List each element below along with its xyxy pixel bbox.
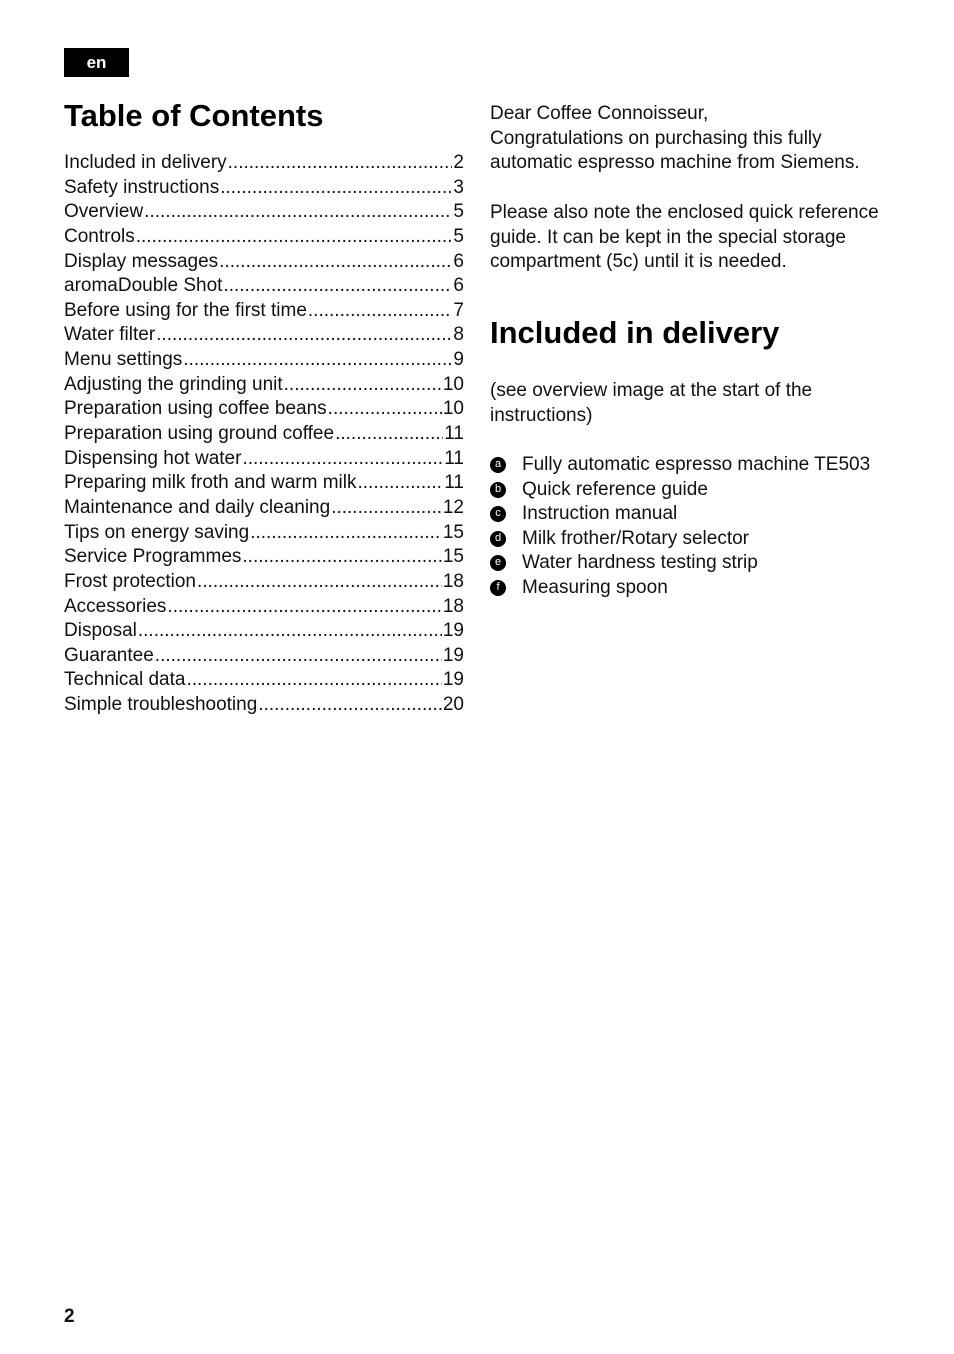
item-letter-badge: a <box>490 457 506 473</box>
toc-dot-leader <box>155 644 442 669</box>
main-content <box>490 102 900 601</box>
toc-entry-page: 19 <box>442 620 464 642</box>
delivery-item <box>490 478 900 503</box>
toc-entry <box>64 521 464 546</box>
toc-entry-label: Safety instructions <box>64 176 220 198</box>
toc-entry-label: Display messages <box>64 250 219 272</box>
toc-entry <box>64 299 464 324</box>
toc-entry <box>64 496 464 521</box>
toc-entry-label: aromaDouble Shot <box>64 275 223 297</box>
toc-entry-page: 18 <box>442 570 464 592</box>
toc-dot-leader <box>136 225 453 250</box>
page-number: 2 <box>64 1306 75 1327</box>
intro-paragraph <box>490 102 900 176</box>
toc-dot-leader <box>284 373 442 398</box>
reference-note: Please also note the enclosed quick reference guide. It can be kept in the special storage compartment (5c) until it is needed. <box>490 201 879 273</box>
toc-entry-page: 10 <box>442 373 464 395</box>
toc-dot-leader <box>250 521 442 546</box>
toc-entry <box>64 225 464 250</box>
toc-dot-leader <box>144 200 452 225</box>
toc-entry <box>64 250 464 275</box>
toc-entry-page: 12 <box>442 496 464 518</box>
toc-entry <box>64 151 464 176</box>
greeting-text: Dear Coffee Connoisseur, <box>490 103 709 124</box>
toc-dot-leader <box>335 422 443 447</box>
toc-dot-leader <box>242 447 443 472</box>
toc-entry-label: Water filter <box>64 324 156 346</box>
overview-note: (see overview image at the start of the instructions) <box>490 379 813 426</box>
toc-dot-leader <box>357 471 443 496</box>
toc-dot-leader <box>331 496 442 521</box>
toc-entry-page: 19 <box>442 669 464 691</box>
delivery-item-text: Measuring spoon <box>522 576 668 598</box>
toc-list <box>64 151 464 718</box>
toc-entry-label: Service Programmes <box>64 546 242 568</box>
toc-entry-label: Maintenance and daily cleaning <box>64 496 331 518</box>
delivery-item <box>490 551 900 576</box>
toc-entry-label: Technical data <box>64 669 186 691</box>
delivery-item <box>490 502 900 527</box>
toc-title: Table of Contents <box>64 98 324 133</box>
toc-entry <box>64 323 464 348</box>
section-title: Included in delivery <box>490 314 780 350</box>
toc-entry-page: 15 <box>442 546 464 568</box>
toc-entry <box>64 397 464 422</box>
toc-entry-page: 8 <box>453 324 464 346</box>
toc-entry-page: 10 <box>442 398 464 420</box>
delivery-item-text: Water hardness testing strip <box>522 552 758 574</box>
toc-dot-leader <box>228 151 453 176</box>
toc-entry-label: Before using for the first time <box>64 299 307 321</box>
toc-entry-page: 9 <box>453 349 464 371</box>
toc-entry-page: 5 <box>453 201 464 223</box>
item-letter-badge: e <box>490 555 506 571</box>
toc-entry-page: 7 <box>453 299 464 321</box>
toc-entry <box>64 447 464 472</box>
toc-dot-leader <box>138 619 442 644</box>
toc-entry-page: 20 <box>442 694 464 716</box>
toc-dot-leader <box>220 176 452 201</box>
toc-entry-label: Adjusting the grinding unit <box>64 373 283 395</box>
toc-dot-leader <box>219 250 452 275</box>
toc-dot-leader <box>197 570 442 595</box>
toc-entry-label: Included in delivery <box>64 152 227 173</box>
toc-entry <box>64 693 464 718</box>
delivery-item-text: Milk frother/Rotary selector <box>522 527 750 549</box>
toc-entry <box>64 619 464 644</box>
toc-dot-leader <box>308 299 453 324</box>
toc-entry-label: Dispensing hot water <box>64 447 242 469</box>
delivery-item-text: Quick reference guide <box>522 478 708 500</box>
toc-entry-label: Preparation using coffee beans <box>64 398 327 420</box>
toc-entry <box>64 422 464 447</box>
toc-entry-label: Accessories <box>64 595 167 617</box>
delivery-item <box>490 453 900 478</box>
toc-entry-label: Preparing milk froth and warm milk <box>64 472 357 494</box>
toc-entry-label: Overview <box>64 201 144 223</box>
toc-entry-page: 15 <box>442 521 464 543</box>
toc-entry-label: Menu settings <box>64 349 183 371</box>
toc-entry <box>64 471 464 496</box>
toc-dot-leader <box>328 397 442 422</box>
toc-dot-leader <box>258 693 442 718</box>
toc-entry-page: 11 <box>444 447 464 469</box>
delivery-item-text: Instruction manual <box>522 503 678 525</box>
toc-entry-label: Guarantee <box>64 644 154 666</box>
delivery-list <box>490 453 900 601</box>
toc-dot-leader <box>186 668 441 693</box>
toc-entry <box>64 644 464 669</box>
toc-entry-label: Tips on energy saving <box>64 521 250 543</box>
toc-entry-page: 11 <box>444 472 464 494</box>
language-tag: en <box>64 48 129 77</box>
toc-entry-label: Frost protection <box>64 570 196 592</box>
delivery-item-text: Fully automatic espresso machine TE503 <box>522 454 871 475</box>
toc-entry <box>64 570 464 595</box>
item-letter-badge: c <box>490 506 506 522</box>
delivery-item <box>490 527 900 552</box>
toc-entry-page: 2 <box>453 152 464 173</box>
toc-entry-page: 18 <box>442 595 464 617</box>
toc-entry-page: 6 <box>453 275 464 297</box>
toc-entry-label: Disposal <box>64 620 137 642</box>
toc-entry-page: 19 <box>442 644 464 666</box>
item-letter-badge: b <box>490 482 506 498</box>
toc-dot-leader <box>183 348 452 373</box>
toc-entry-label: Simple troubleshooting <box>64 694 258 716</box>
item-letter-badge: f <box>490 580 506 596</box>
toc-entry <box>64 200 464 225</box>
toc-entry <box>64 668 464 693</box>
toc-entry-page: 3 <box>453 176 464 198</box>
toc-entry <box>64 176 464 201</box>
toc-entry-page: 5 <box>453 225 464 247</box>
toc-dot-leader <box>223 274 452 299</box>
toc-entry-page: 6 <box>453 250 464 272</box>
delivery-item <box>490 576 900 601</box>
congratulations-text: Congratulations on purchasing this fully automatic espresso machine from Siemens. <box>490 127 860 174</box>
toc-dot-leader <box>242 545 441 570</box>
toc-entry-label: Preparation using ground coffee <box>64 423 335 445</box>
item-letter-badge: d <box>490 531 506 547</box>
toc-dot-leader <box>156 323 452 348</box>
toc-entry-label: Controls <box>64 225 135 247</box>
toc-dot-leader <box>167 595 441 620</box>
toc-entry <box>64 595 464 620</box>
toc-entry <box>64 274 464 299</box>
toc-entry <box>64 373 464 398</box>
toc-entry-page: 11 <box>444 423 464 445</box>
table-of-contents <box>64 96 464 718</box>
toc-entry <box>64 545 464 570</box>
toc-entry <box>64 348 464 373</box>
